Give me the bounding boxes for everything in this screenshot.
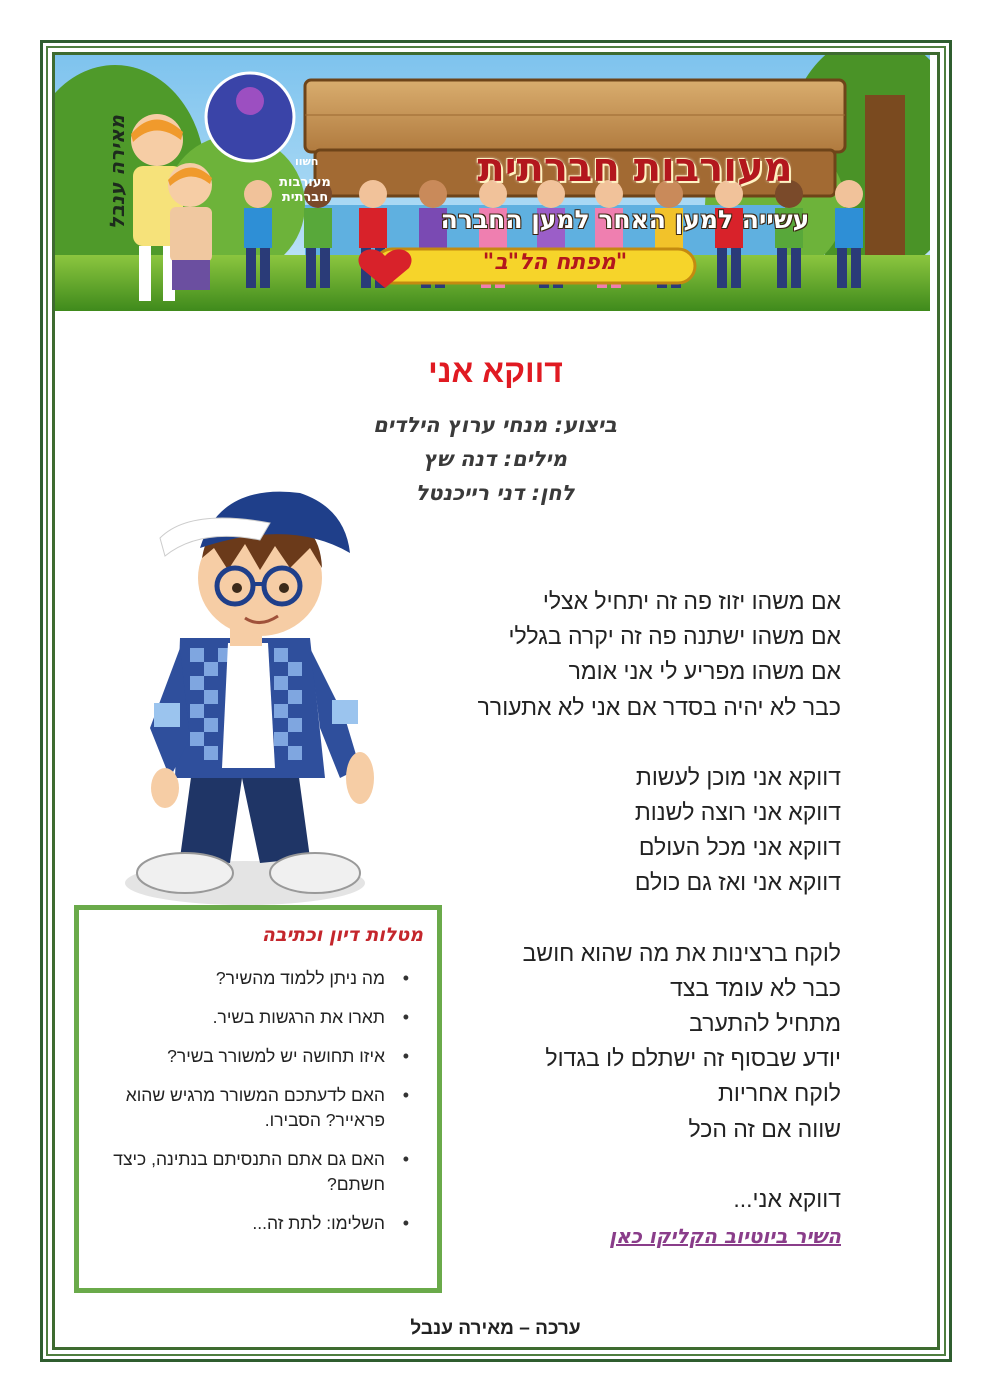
tasks-title: מטלות דיון וכתיבה: [261, 924, 423, 946]
stanza-2: [380, 760, 841, 901]
task-item: • האם לדעתכם המשורר מרגיש שהוא פראייר? הסבירו.: [99, 1083, 409, 1133]
task-item: • מה ניתן ללמוד מהשיר?: [99, 966, 409, 991]
lyric-line: כבר לא עומד בצד: [670, 974, 841, 1001]
lyric-line: דווקא אני רוצה לשנות: [634, 799, 841, 826]
stanza-1: [380, 584, 841, 725]
credit-lyrics: מילים: דנה שץ: [423, 447, 567, 471]
lyric-line: לוקח ברצינות את מה שהוא חושב: [522, 939, 841, 966]
closing-line: דווקא אני...: [733, 1185, 841, 1212]
credit-music: לחן: דני רייכנטל: [415, 481, 575, 505]
task-item: • תארו את הרגשות בשיר.: [99, 1005, 409, 1030]
tasks-box: [74, 905, 442, 1293]
task-item: • איזו תחושה יש למשורר בשיר?: [99, 1044, 409, 1069]
badge-top-label: חשוו: [295, 155, 319, 168]
task-item: • האם גם אתם התנסיתם בנתינה, כיצד חשתם?: [99, 1147, 409, 1197]
boy-illustration: [110, 478, 410, 918]
banner-subtitle: עשייה למען האחר למען החברה: [440, 205, 810, 234]
task-item: • השלימו: לתת זה...: [99, 1211, 409, 1236]
tasks-list: [99, 966, 409, 1250]
lyric-line: דווקא אני ואז גם כולם: [634, 869, 841, 896]
lyric-line: אם משהו יזוז פה זה יתחיל אצלי: [542, 588, 841, 614]
lyric-line: אם משהו מפריע לי אני אומר: [568, 658, 841, 685]
lyric-line: כבר לא יהיה בסדר אם אני לא אתעורר: [477, 693, 841, 720]
lyric-line: מתחיל להתערב: [689, 1010, 841, 1037]
lyric-line: אם משהו ישתנה פה זה יקרה בגללי: [508, 623, 841, 650]
stanza-3: [380, 936, 841, 1147]
key-ribbon-text: "מפתח הל"ב": [482, 250, 628, 275]
banner-author-signature: מאירה ענבל: [105, 115, 129, 230]
footer-editor-credit: ערכה – מאירה ענבל: [410, 1318, 581, 1339]
song-title: דווקא אני: [428, 353, 563, 389]
lyric-line: שווה אם זה הכל: [688, 1115, 841, 1142]
lyric-line: דווקא אני מכל העולם: [638, 834, 841, 861]
youtube-link[interactable]: השיר ביוטיוב הקליקו כאן: [609, 1224, 841, 1248]
lyric-line: דווקא אני מוכן לעשות: [635, 763, 841, 790]
lyric-line: יודע שבסוף זה ישתלם לו בגדול: [545, 1045, 841, 1072]
banner-title: מעורבות חברתית: [477, 145, 793, 191]
credit-performer: ביצוע: מנחי ערוץ הילדים: [373, 413, 617, 437]
badge-label: מעורבות חברתית: [279, 175, 331, 205]
song-lyrics: [380, 584, 841, 1217]
lyric-line: לוקח אחריות: [718, 1080, 841, 1107]
